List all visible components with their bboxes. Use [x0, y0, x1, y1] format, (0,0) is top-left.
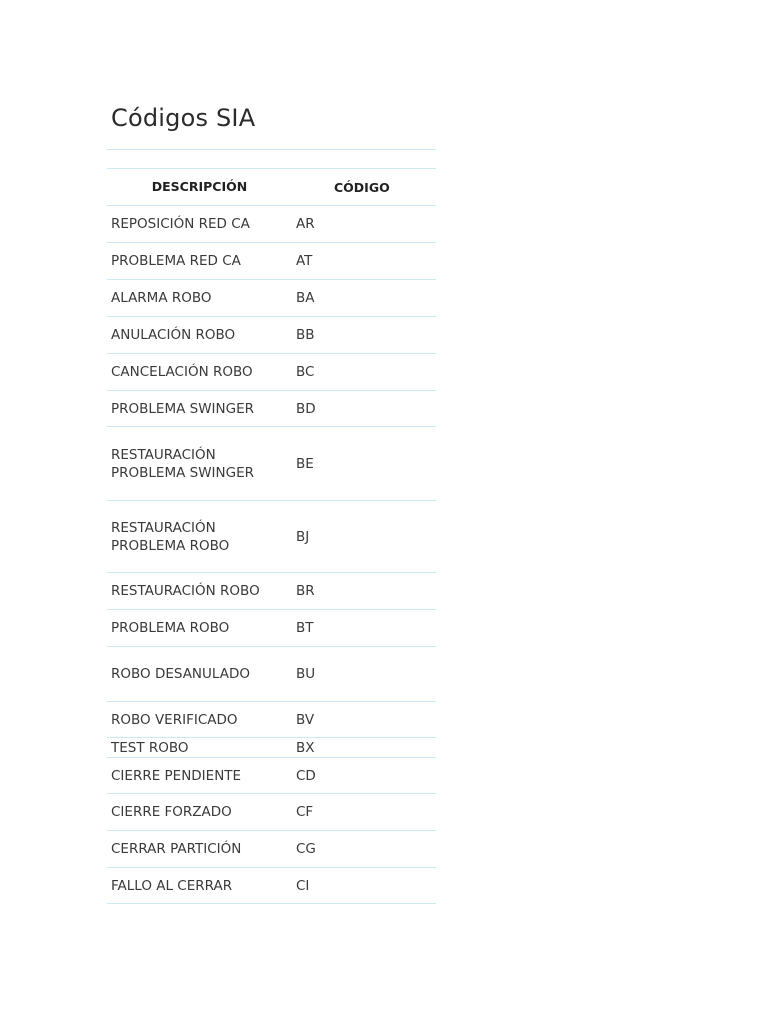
- table-row: [107, 701, 436, 737]
- table-row: [107, 793, 436, 830]
- divider: [107, 149, 436, 150]
- table-row: [107, 830, 436, 867]
- row-code: BJ: [296, 528, 310, 545]
- table-row: [107, 737, 436, 757]
- row-code: BC: [296, 364, 315, 380]
- row-description: ROBO DESANULADO: [111, 666, 250, 682]
- table-row: [107, 205, 436, 242]
- row-description: ROBO VERIFICADO: [111, 711, 238, 728]
- row-code: BT: [296, 620, 314, 636]
- column-header-description: DESCRIPCIÓN: [151, 179, 248, 194]
- row-description: RESTAURACIÓN ROBO: [111, 583, 260, 599]
- row-code: CI: [296, 877, 310, 894]
- page-title: Códigos SIA: [111, 104, 256, 132]
- row-code: BD: [296, 400, 316, 417]
- table-row: [107, 757, 436, 793]
- table-row: [107, 609, 436, 646]
- row-description: PROBLEMA RED CA: [111, 253, 241, 269]
- table-row: [107, 279, 436, 316]
- row-description: CANCELACIÓN ROBO: [111, 364, 253, 380]
- row-code: BB: [296, 327, 315, 343]
- table-header-row: [107, 168, 436, 205]
- row-description: FALLO AL CERRAR: [111, 877, 233, 894]
- row-code: BE: [296, 455, 314, 472]
- row-description: RESTAURACIÓN PROBLEMA ROBO: [111, 519, 230, 554]
- row-description: ANULACIÓN ROBO: [111, 327, 236, 343]
- sia-codes-table: [107, 168, 436, 904]
- row-description: CERRAR PARTICIÓN: [111, 841, 242, 857]
- row-description: CIERRE FORZADO: [111, 804, 232, 820]
- table-row: [107, 353, 436, 390]
- table-row: [107, 242, 436, 279]
- row-code: BR: [296, 583, 315, 599]
- row-code: AT: [296, 253, 313, 269]
- table-row: [107, 426, 436, 500]
- row-description: PROBLEMA ROBO: [111, 620, 230, 636]
- row-code: BX: [296, 739, 315, 756]
- row-code: CG: [296, 841, 316, 857]
- column-header-code: CÓDIGO: [334, 179, 390, 195]
- table-row: [107, 867, 436, 904]
- row-code: CD: [296, 767, 316, 784]
- row-description: CIERRE PENDIENTE: [111, 767, 242, 784]
- row-code: CF: [296, 804, 314, 820]
- row-description: PROBLEMA SWINGER: [111, 400, 255, 417]
- row-description: REPOSICIÓN RED CA: [111, 216, 250, 232]
- row-code: BA: [296, 290, 315, 306]
- row-description: RESTAURACIÓN PROBLEMA SWINGER: [111, 446, 255, 481]
- table-row: [107, 390, 436, 426]
- table-row: [107, 500, 436, 572]
- row-code: AR: [296, 216, 315, 232]
- table-row: [107, 646, 436, 701]
- row-code: BU: [296, 666, 316, 682]
- table-row: [107, 572, 436, 609]
- row-description: TEST ROBO: [111, 739, 189, 756]
- table-row: [107, 316, 436, 353]
- row-description: ALARMA ROBO: [111, 290, 212, 306]
- row-code: BV: [296, 711, 315, 728]
